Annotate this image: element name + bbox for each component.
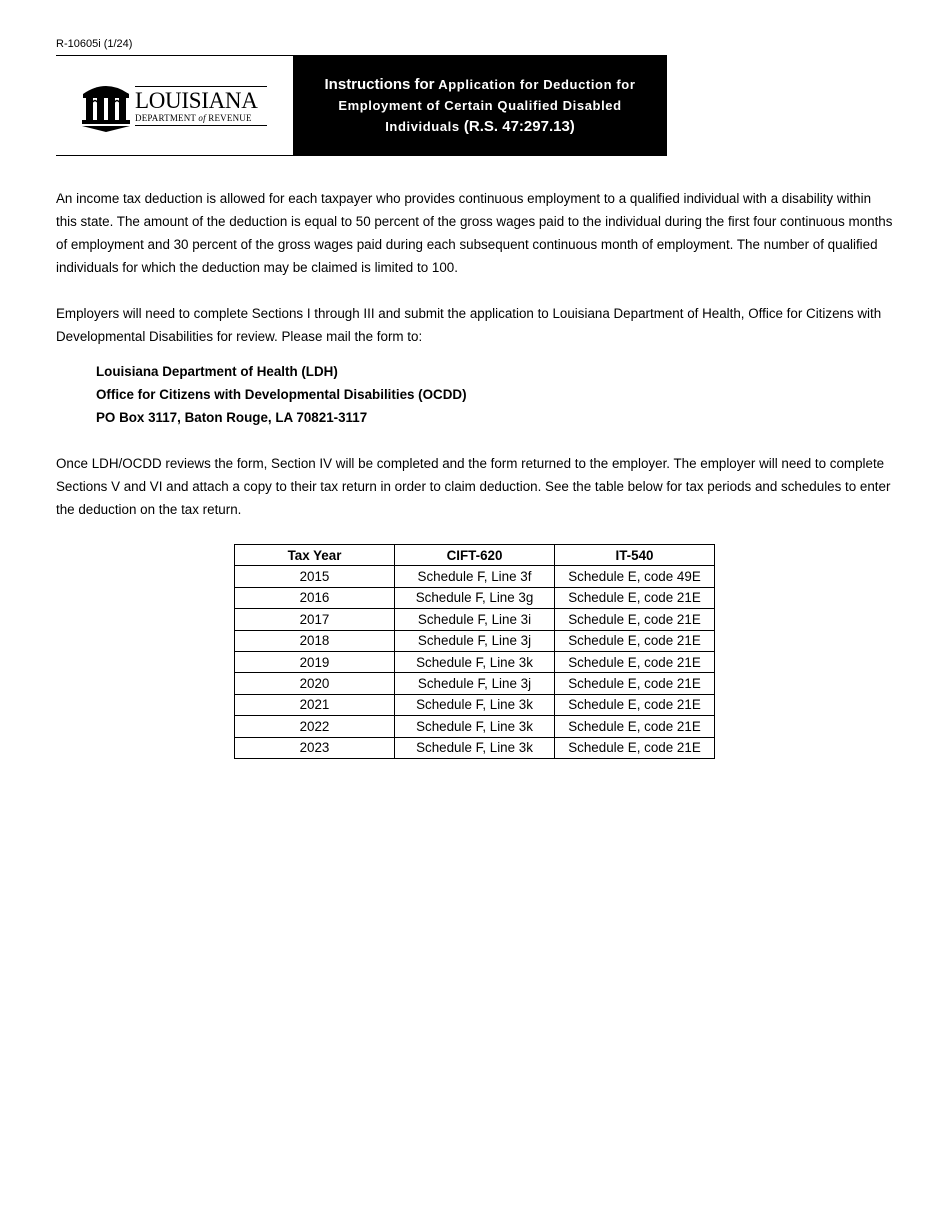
column-header: Tax Year bbox=[235, 545, 395, 566]
table-cell: 2016 bbox=[235, 587, 395, 608]
table-cell: Schedule E, code 21E bbox=[555, 673, 715, 694]
table-cell: 2023 bbox=[235, 737, 395, 758]
table-cell: 2020 bbox=[235, 673, 395, 694]
address-line: PO Box 3117, Baton Rouge, LA 70821-3117 bbox=[96, 410, 368, 425]
table-cell: Schedule E, code 21E bbox=[555, 716, 715, 737]
pelican-emblem-icon bbox=[80, 80, 132, 132]
form-id: R-10605i (1/24) bbox=[56, 38, 133, 50]
table-cell: 2015 bbox=[235, 566, 395, 587]
table-cell: Schedule F, Line 3k bbox=[395, 694, 555, 715]
table-cell: Schedule F, Line 3i bbox=[395, 609, 555, 630]
table-row bbox=[235, 651, 715, 672]
table-row bbox=[235, 716, 715, 737]
department-logo bbox=[56, 56, 293, 155]
claim-paragraph: Once LDH/OCDD reviews the form, Section IV will be completed and the form returned to the employer. The employer will need to complete Sections V and VI and attach a copy to their tax return in order to claim deduction. See the table below for tax periods and schedules to enter the deduction on the tax return. bbox=[56, 456, 891, 517]
table-cell: 2018 bbox=[235, 630, 395, 651]
table-cell: Schedule F, Line 3f bbox=[395, 566, 555, 587]
table-cell: Schedule F, Line 3j bbox=[395, 630, 555, 651]
logo-name: LOUISIANA bbox=[135, 88, 258, 113]
table-row bbox=[235, 566, 715, 587]
table-cell: 2021 bbox=[235, 694, 395, 715]
table-cell: Schedule F, Line 3j bbox=[395, 673, 555, 694]
column-header: CIFT-620 bbox=[395, 545, 555, 566]
table-cell: Schedule E, code 21E bbox=[555, 651, 715, 672]
table-cell: 2017 bbox=[235, 609, 395, 630]
table-cell: Schedule F, Line 3k bbox=[395, 737, 555, 758]
title-banner bbox=[293, 56, 667, 155]
tax-period-table bbox=[234, 544, 715, 759]
table-cell: 2022 bbox=[235, 716, 395, 737]
table-row bbox=[235, 737, 715, 758]
address-line: Office for Citizens with Developmental Disabilities (OCDD) bbox=[96, 387, 467, 402]
table-cell: Schedule E, code 21E bbox=[555, 630, 715, 651]
logo-subtitle: DEPARTMENT of REVENUE bbox=[135, 113, 252, 123]
intro-paragraph: An income tax deduction is allowed for each taxpayer who provides continuous employment to a qualified individual with a disability within this state. The amount of the deduction is equal to 50 percent of the gross wages paid to the individual during the first four continuous months of employment and 30 percent of the gross wages paid during each subsequent continuous month of employment. The number of qualified individuals for which the deduction may be claimed is limited to 100. bbox=[56, 191, 893, 275]
table-header-row bbox=[235, 545, 715, 566]
table-row bbox=[235, 630, 715, 651]
logo-rule bbox=[135, 125, 267, 126]
table-cell: 2019 bbox=[235, 651, 395, 672]
table-cell: Schedule F, Line 3k bbox=[395, 651, 555, 672]
mailing-address bbox=[96, 360, 467, 429]
table-row bbox=[235, 609, 715, 630]
table-cell: Schedule E, code 21E bbox=[555, 609, 715, 630]
table-cell: Schedule E, code 21E bbox=[555, 737, 715, 758]
table-row bbox=[235, 673, 715, 694]
submission-paragraph: Employers will need to complete Sections I through III and submit the application to Louisiana Department of Health, Office for Citizens with Developmental Disabilities for review. Please mail the form to: bbox=[56, 306, 882, 344]
page-header bbox=[56, 55, 667, 156]
table-cell: Schedule F, Line 3g bbox=[395, 587, 555, 608]
table-row bbox=[235, 694, 715, 715]
page-title: Instructions for Application for Deduction for Employment of Certain Qualified Disabled Individuals (R.S. 47:297.13) bbox=[324, 76, 636, 135]
table-cell: Schedule E, code 21E bbox=[555, 694, 715, 715]
table-cell: Schedule F, Line 3k bbox=[395, 716, 555, 737]
table-row bbox=[235, 587, 715, 608]
table-cell: Schedule E, code 49E bbox=[555, 566, 715, 587]
address-line: Louisiana Department of Health (LDH) bbox=[96, 364, 338, 379]
table-cell: Schedule E, code 21E bbox=[555, 587, 715, 608]
column-header: IT-540 bbox=[555, 545, 715, 566]
logo-rule bbox=[135, 86, 267, 87]
